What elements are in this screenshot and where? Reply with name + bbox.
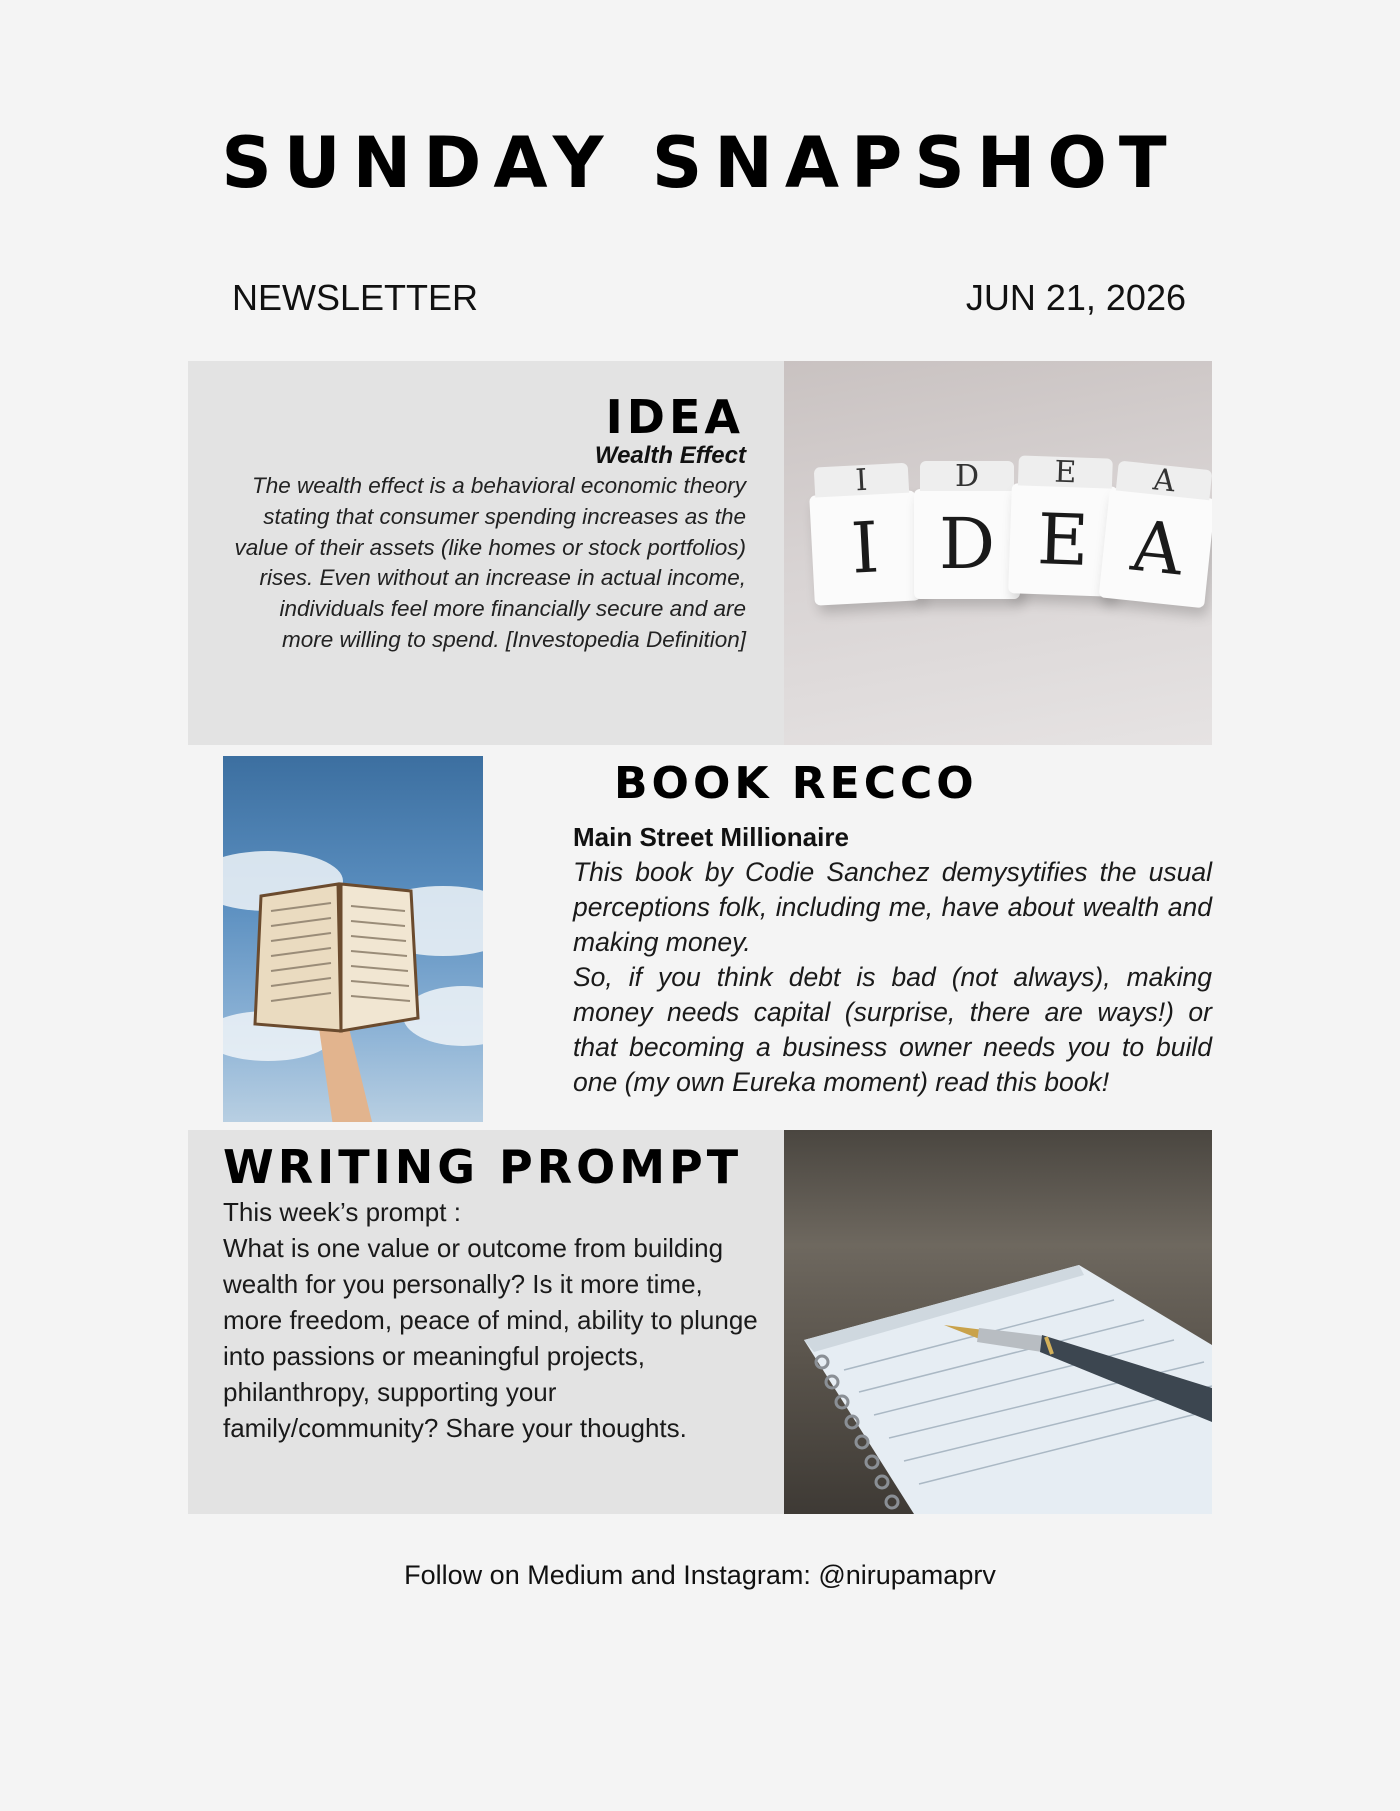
open-book-icon <box>223 756 483 1122</box>
letter-cube: I I <box>809 490 921 605</box>
newsletter-label: NEWSLETTER <box>232 277 479 318</box>
issue-date: JUN 21, 2026 <box>965 277 1186 318</box>
notebook-pen-icon <box>784 1130 1212 1514</box>
notebook-pen-image <box>784 1130 1212 1514</box>
prompt-intro: This week’s prompt : <box>223 1197 461 1227</box>
letter-cube: A A <box>1099 488 1212 608</box>
book-paragraph: So, if you think debt is bad (not always), making money needs capital (surprise, there are ways!) or that becoming a business owner needs you to build one (my own Eureka moment) read this book! <box>573 962 1212 1097</box>
book-description <box>573 855 1212 1100</box>
idea-heading: IDEA <box>605 390 744 444</box>
idea-cubes-image <box>784 361 1212 745</box>
book-title: Main Street Millionaire <box>573 822 849 852</box>
letter-cube: E E <box>1008 483 1118 597</box>
book-heading: BOOK RECCO <box>614 758 978 809</box>
prompt-text <box>223 1194 763 1446</box>
prompt-heading: WRITING PROMPT <box>223 1140 743 1194</box>
prompt-question: What is one value or outcome from building wealth for you personally? Is it more time, more freedom, peace of mind, ability to plunge into passions or meaningful projects, philanthropy, supporting your family/community? Share your thoughts. <box>223 1233 758 1443</box>
book-in-sky-image <box>223 756 483 1122</box>
book-paragraph: This book by Codie Sanchez demysytifies the usual perceptions folk, including me, have about wealth and making money. <box>573 857 1212 957</box>
footer-follow-text: Follow on Medium and Instagram: @nirupamaprv <box>404 1560 996 1590</box>
newsletter-title: SUNDAY SNAPSHOT <box>221 122 1179 204</box>
idea-body: The wealth effect is a behavioral economic theory stating that consumer spending increases as the value of their assets (like homes or stock portfolios) rises. Even without an increase in actual income, individuals feel more financially secure and are more willing to spend. [Investopedia Definition] <box>234 473 746 652</box>
idea-subtitle: Wealth Effect <box>594 442 746 469</box>
letter-cube: D D <box>914 489 1020 599</box>
